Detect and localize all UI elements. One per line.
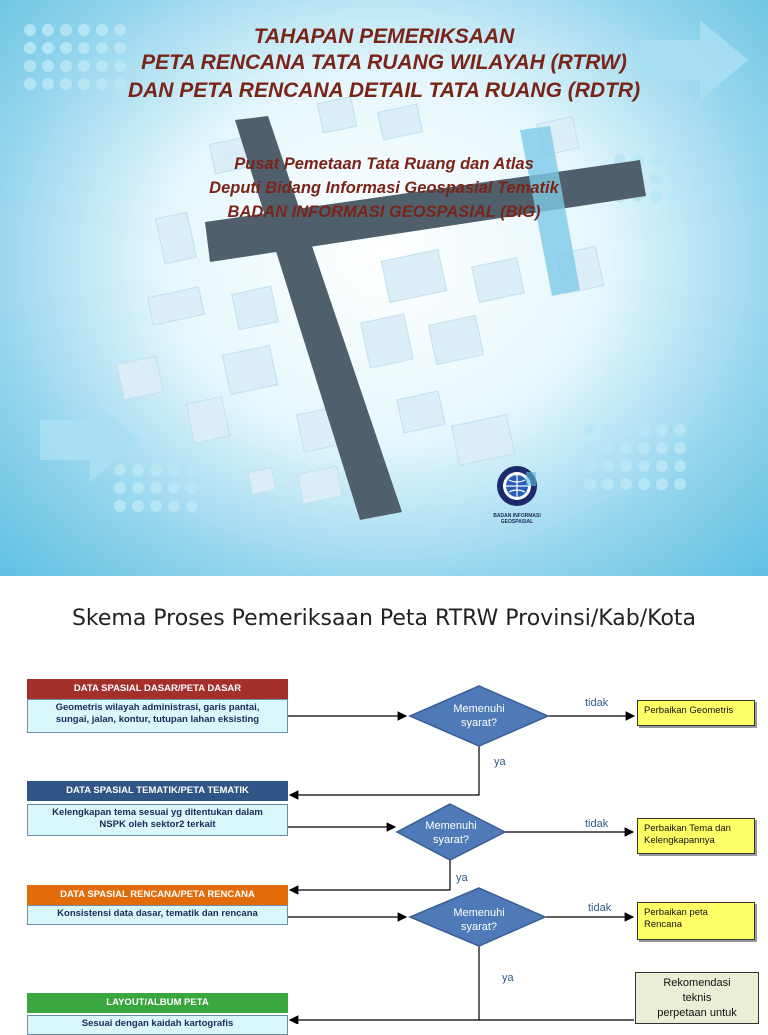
fix-note-2-line-1: Perbaikan Tema dan [644, 823, 731, 834]
globe-icon [495, 464, 539, 508]
fix-note-1-line-1: Perbaikan Geometris [644, 705, 734, 716]
decision-2-line-2: syarat? [432, 834, 470, 846]
stage-1-header: DATA SPASIAL DASAR/PETA DASAR [27, 679, 288, 699]
fix-note-2-line-2: Kelengkapannya [644, 835, 715, 846]
subtitle-line-2: Deputi Bidang Informasi Geospasial Tematik [209, 179, 559, 197]
yes-label-3: ya [502, 972, 514, 984]
stage-2-box [27, 804, 288, 836]
decision-2-line-1: Memenuhi [425, 820, 477, 832]
decision-3-line-1: Memenuhi [453, 907, 505, 919]
no-label-3: tidak [588, 902, 612, 914]
recommendation-box [635, 972, 759, 1024]
stage-2-header: DATA SPASIAL TEMATIK/PETA TEMATIK [27, 781, 288, 801]
decision-2-label [396, 819, 506, 847]
no-label-2: tidak [585, 818, 609, 830]
yes-label-1: ya [494, 756, 506, 768]
logo-caption-2: GEOSPASIAL [500, 519, 534, 525]
no-label-1: tidak [585, 697, 609, 709]
recommendation-line-2: teknis [682, 992, 712, 1004]
recommendation-line-1: Rekomendasi [663, 977, 731, 989]
recommendation-line-3: perpetaan untuk [657, 1007, 737, 1019]
subtitle-line-1: Pusat Pemetaan Tata Ruang dan Atlas [234, 155, 534, 173]
flowchart-title: Skema Proses Pemeriksaan Peta RTRW Provinsi/Kab/Kota [71, 606, 697, 631]
flowchart-slide [0, 576, 768, 1029]
fix-note-2 [637, 818, 755, 854]
stage-2-line-1: Kelengkapan tema sesuai yg ditentukan dalam [52, 807, 263, 818]
fix-note-3-line-1: Perbaikan peta [644, 907, 708, 918]
title-line-1: TAHAPAN PEMERIKSAAN [253, 25, 515, 48]
stage-2-line-2: NSPK oleh sektor2 terkait [99, 819, 216, 830]
stage-4-box [27, 1015, 288, 1035]
title-line-2: PETA RENCANA TATA RUANG WILAYAH (RTRW) [141, 51, 627, 74]
decision-3-label [424, 906, 534, 934]
yes-label-2: ya [456, 872, 468, 884]
logo-caption-1: BADAN INFORMASI [493, 513, 541, 519]
big-logo [486, 464, 548, 534]
stage-3-line-1: Konsistensi data dasar, tematik dan rencana [57, 908, 258, 919]
stage-1-box [27, 699, 288, 733]
stage-4-line-1: Sesuai dengan kaidah kartografis [81, 1018, 234, 1029]
stage-3-header: DATA SPASIAL RENCANA/PETA RENCANA [27, 885, 288, 905]
stage-4-header: LAYOUT/ALBUM PETA [27, 993, 288, 1013]
fix-note-3-line-2: Rencana [644, 919, 683, 930]
decision-1-label [424, 702, 534, 730]
stage-3-box [27, 905, 288, 925]
decision-3-line-2: syarat? [460, 921, 498, 933]
decision-1-line-2: syarat? [460, 717, 498, 729]
fix-note-3 [637, 902, 755, 940]
stage-1-line-1: Geometris wilayah administrasi, garis pantai, [55, 702, 260, 713]
decision-1-line-1: Memenuhi [453, 703, 505, 715]
fix-note-1 [637, 700, 755, 726]
stage-1-line-2: sungai, jalan, kontur, tutupan lahan eksisting [55, 714, 260, 725]
title-line-3: DAN PETA RENCANA DETAIL TATA RUANG (RDTR) [127, 79, 641, 102]
subtitle-line-3: BADAN INFORMASI GEOSPASIAL (BIG) [227, 203, 541, 221]
